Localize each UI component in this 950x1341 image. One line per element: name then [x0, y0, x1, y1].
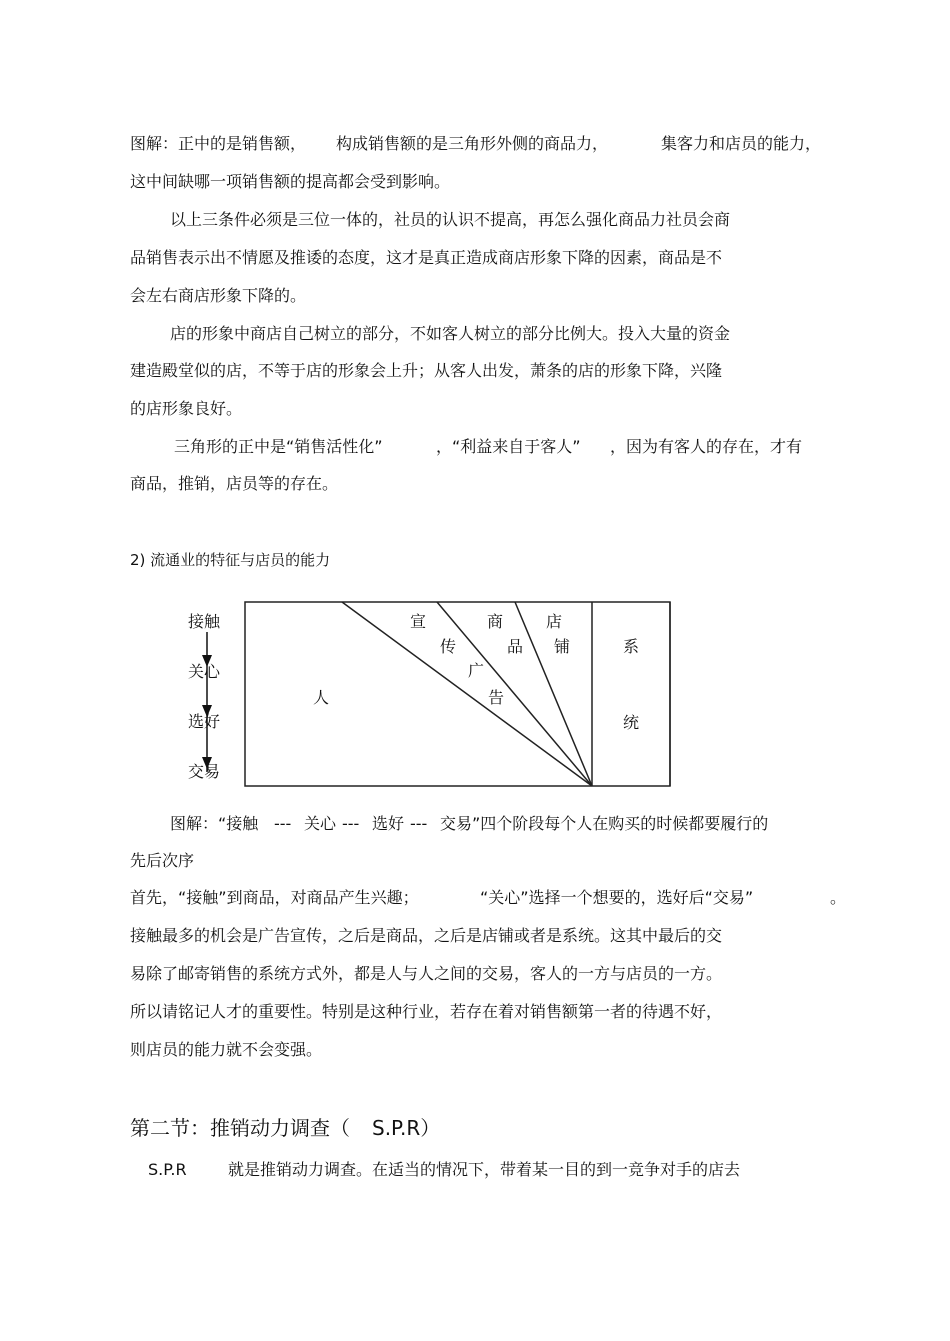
para5-line1-d: ---	[342, 814, 360, 833]
stage-transaction: 交易	[188, 762, 221, 781]
region-store-char-1: 店	[546, 612, 563, 631]
para4-line1-a: 三角形的正中是“销售活性化”	[174, 437, 383, 456]
region-goods-char-1: 商	[487, 612, 504, 631]
para6-line5: 则店员的能力就不会变强。	[130, 1040, 323, 1059]
para3-line1: 店的形象中商店自己树立的部分，不如客人树立的部分比例大。投入大量的资金	[170, 324, 731, 343]
para3-line2: 建造殿堂似的店，不等于店的形象会上升；从客人出发，萧条的店的形象下降，兴隆	[130, 361, 723, 380]
region-system-char-1: 系	[623, 637, 640, 656]
para6-line2: 接触最多的机会是广告宣传，之后是商品，之后是店铺或者是系统。这其中最后的交	[130, 926, 723, 945]
section-heading: 2) 流通业的特征与店员的能力	[130, 551, 331, 569]
para5-line1-c: 关心	[304, 814, 337, 833]
para7-line1-b: 就是推销动力调查。在适当的情况下，带着某一目的到一竞争对手的店去	[228, 1160, 741, 1179]
para5-line1-f: ---	[410, 814, 428, 833]
para2-line3: 会左右商店形象下降的。	[130, 286, 307, 305]
diagram-frame	[245, 602, 670, 786]
para6-line1-c: 。	[830, 888, 847, 907]
para5-line2: 先后次序	[130, 851, 195, 870]
para2-line2: 品销售表示出不情愿及推诿的态度，这才是真正造成商店形象下降的因素，商品是不	[130, 248, 723, 267]
stage-interest: 关心	[188, 662, 221, 681]
para5-line1-e: 选好	[372, 814, 405, 833]
region-promo-char-2: 传	[440, 637, 457, 656]
para7-line1-a: S.P.R	[148, 1160, 187, 1179]
para6-line4: 所以请铭记人才的重要性。特别是这种行业，若存在着对销售额第一者的待遇不好，	[130, 1002, 723, 1021]
stage-contact: 接触	[188, 612, 221, 631]
region-promo-char-4: 告	[488, 688, 505, 707]
para1-line2: 这中间缺哪一项销售额的提高都会受到影响。	[130, 172, 451, 191]
region-promo-char-1: 宣	[410, 612, 427, 631]
para5-line1-g: 交易”四个阶段每个人在购买的时候都要履行的	[440, 814, 769, 833]
para3-line3: 的店形象良好。	[130, 399, 243, 418]
para5-line1-a: 图解：“接触	[170, 814, 259, 833]
region-system-char-2: 统	[623, 713, 640, 732]
para6-line1-b: “关心”选择一个想要的，选好后“交易”	[480, 888, 754, 907]
region-store-char-2: 铺	[554, 637, 571, 656]
para5-line1-b: ---	[274, 814, 292, 833]
chapter-title: 第二节：推销动力调查（	[130, 1116, 350, 1140]
diagonal-promo-goods	[437, 602, 592, 786]
chapter-title-abbr: S.P.R）	[372, 1116, 441, 1140]
para6-line1-a: 首先，“接触”到商品，对商品产生兴趣；	[130, 888, 419, 907]
para6-line3: 易除了邮寄销售的系统方式外，都是人与人之间的交易，客人的一方与店员的一方。	[130, 964, 723, 983]
para4-line2: 商品，推销，店员等的存在。	[130, 474, 339, 493]
para1-line1-c: 集客力和店员的能力，	[661, 134, 822, 153]
para1-line1-b: 构成销售额的是三角形外侧的商品力，	[336, 134, 609, 153]
para1-line1-a: 图解：正中的是销售额，	[130, 134, 307, 153]
para2-line1: 以上三条件必须是三位一体的，社员的认识不提高，再怎么强化商品力社员会商	[170, 210, 731, 229]
para4-line1-b: ，“利益来自于客人”	[436, 437, 581, 456]
region-promo-char-3: 广	[468, 661, 485, 680]
region-goods-char-2: 品	[507, 637, 524, 656]
stage-selection: 选好	[188, 712, 221, 731]
para4-line1-c: ，因为有客人的存在，才有	[610, 437, 803, 456]
region-person-label: 人	[313, 688, 330, 707]
